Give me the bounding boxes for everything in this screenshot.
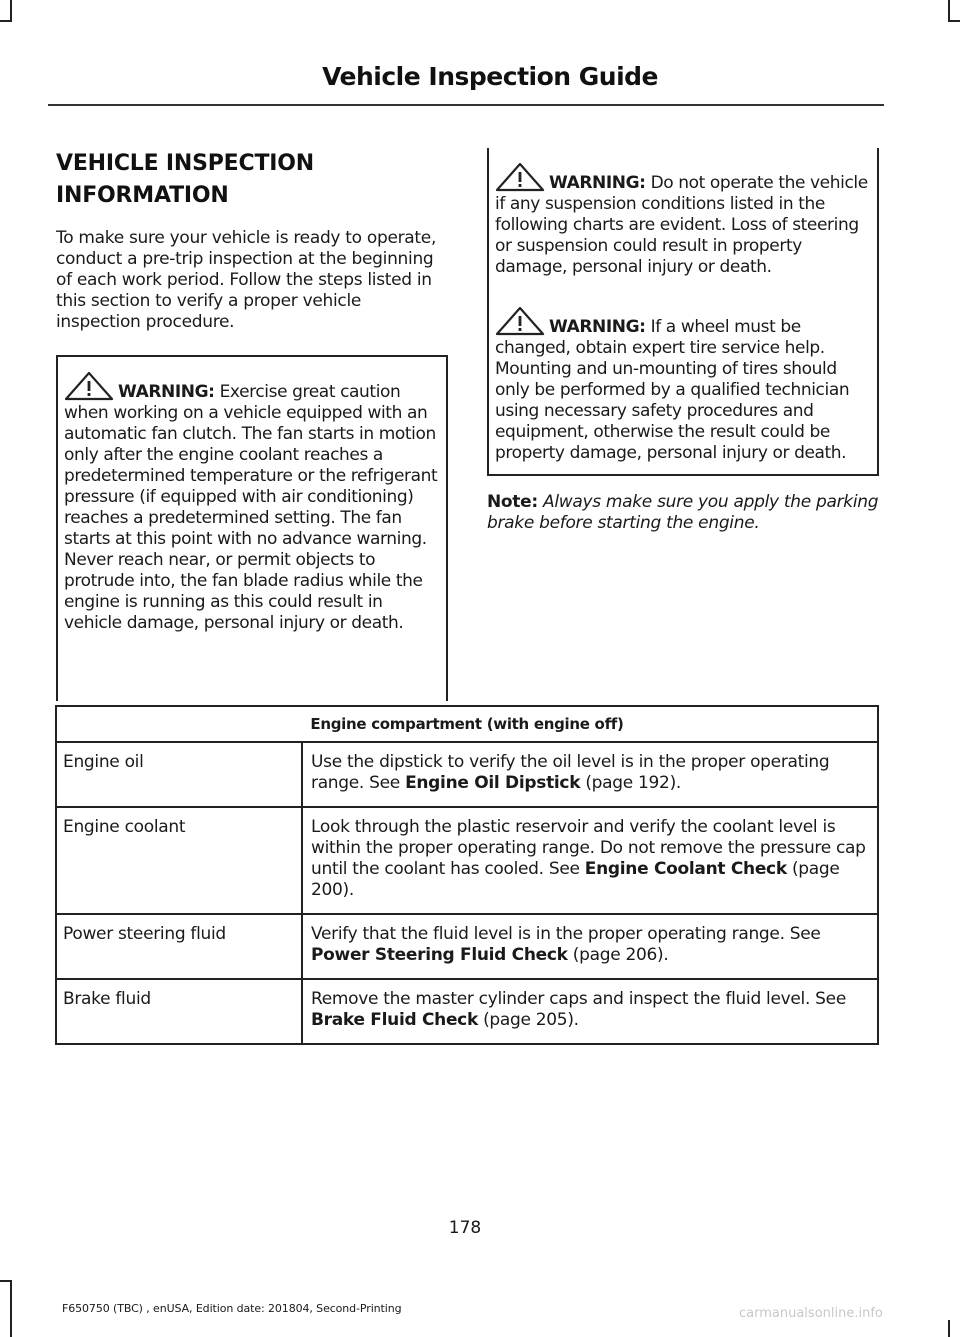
warning-triangle-icon	[495, 162, 545, 192]
warning-triangle-icon	[495, 306, 545, 336]
warning-triangle-icon	[64, 371, 114, 401]
crop-mark	[0, 20, 12, 22]
table-cell-description	[302, 914, 878, 979]
inspection-table	[55, 705, 879, 1045]
table-cell-item: Brake fluid	[56, 979, 302, 1044]
table-row	[56, 742, 878, 807]
edition-info: F650750 (TBC) , enUSA, Edition date: 201804, Second-Printing	[62, 1302, 402, 1315]
left-column	[56, 148, 448, 701]
crop-mark	[948, 1320, 950, 1337]
warning-label: WARNING:	[549, 317, 646, 337]
warning-text: Do not operate the vehicle if any suspension conditions listed in the following charts are evident. Loss of steering or suspension could result in property damage, personal injury or death.	[495, 173, 868, 277]
page-reference: (page 200).	[311, 859, 840, 900]
page-title: Vehicle Inspection Guide	[322, 62, 658, 91]
page-reference: (page 205).	[477, 1010, 579, 1030]
cross-reference-link[interactable]: Brake Fluid Check	[311, 1010, 478, 1030]
cross-reference-link[interactable]: Power Steering Fluid Check	[311, 945, 568, 965]
warning-text: If a wheel must be changed, obtain expert tire service help. Mounting and un-mounting of tires should only be performed by a qualified technician using necessary safety procedures and equipment, otherwise the result could be property damage, personal injury or death.	[495, 317, 850, 463]
page-number: 178	[448, 1218, 482, 1238]
description-text: Remove the master cylinder caps and inspect the fluid level. See	[311, 989, 846, 1009]
warning-label: WARNING:	[549, 173, 646, 193]
warning-box	[487, 288, 879, 476]
warning-label: WARNING:	[118, 382, 215, 402]
watermark: carmanualsonline.info	[739, 1306, 883, 1321]
crop-mark	[948, 0, 950, 20]
table-row	[56, 979, 878, 1044]
warning-box	[56, 355, 448, 701]
right-column	[487, 148, 879, 551]
crop-mark	[0, 1280, 12, 1282]
table-cell-description	[302, 807, 878, 914]
crop-mark	[948, 20, 960, 22]
warning-box	[487, 148, 879, 288]
table-cell-description	[302, 979, 878, 1044]
table-cell-description	[302, 742, 878, 807]
note-label: Note:	[487, 492, 538, 512]
page-reference: (page 192).	[580, 773, 682, 793]
table-row	[56, 807, 878, 914]
table-header-row	[56, 706, 878, 742]
note-text: Always make sure you apply the parking brake before starting the engine.	[487, 492, 879, 533]
note	[487, 492, 879, 534]
description-text: Use the dipstick to verify the oil level is in the proper operating range. See	[311, 752, 830, 793]
cross-reference-link[interactable]: Engine Oil Dipstick	[405, 773, 581, 793]
cross-reference-link[interactable]: Engine Coolant Check	[584, 859, 787, 879]
section-heading-line2: INFORMATION	[56, 183, 229, 208]
section-heading-line1: VEHICLE INSPECTION	[56, 151, 314, 176]
table-cell-item: Power steering fluid	[56, 914, 302, 979]
description-text: Verify that the fluid level is in the proper operating range. See	[311, 924, 821, 944]
header-divider	[48, 104, 884, 106]
table-row	[56, 914, 878, 979]
warning-text: Exercise great caution when working on a vehicle equipped with an automatic fan clutch. The fan starts in motion only after the engine coolant reaches a predetermined temperature or the refrigerant pressure (if equipped with air conditioning) reaches a predetermined setting. The fan starts at this point with no advance warning. Never reach near, or permit objects to protrude into, the fan blade radius while the engine is running as this could result in vehicle damage, personal injury or death.	[64, 382, 438, 633]
intro-paragraph: To make sure your vehicle is ready to operate, conduct a pre-trip inspection at the beginning of each work period. Follow the steps listed in this section to verify a proper vehicle inspection procedure.	[56, 228, 437, 332]
table-cell-item: Engine coolant	[56, 807, 302, 914]
crop-mark	[10, 1280, 12, 1337]
table-title: Engine compartment (with engine off)	[56, 706, 878, 742]
table-cell-item: Engine oil	[56, 742, 302, 807]
description-text: Look through the plastic reservoir and verify the coolant level is within the proper operating range. Do not remove the pressure cap until the coolant has cooled. See	[311, 817, 866, 879]
crop-mark	[10, 0, 12, 20]
section-heading	[56, 148, 448, 212]
page-reference: (page 206).	[567, 945, 669, 965]
